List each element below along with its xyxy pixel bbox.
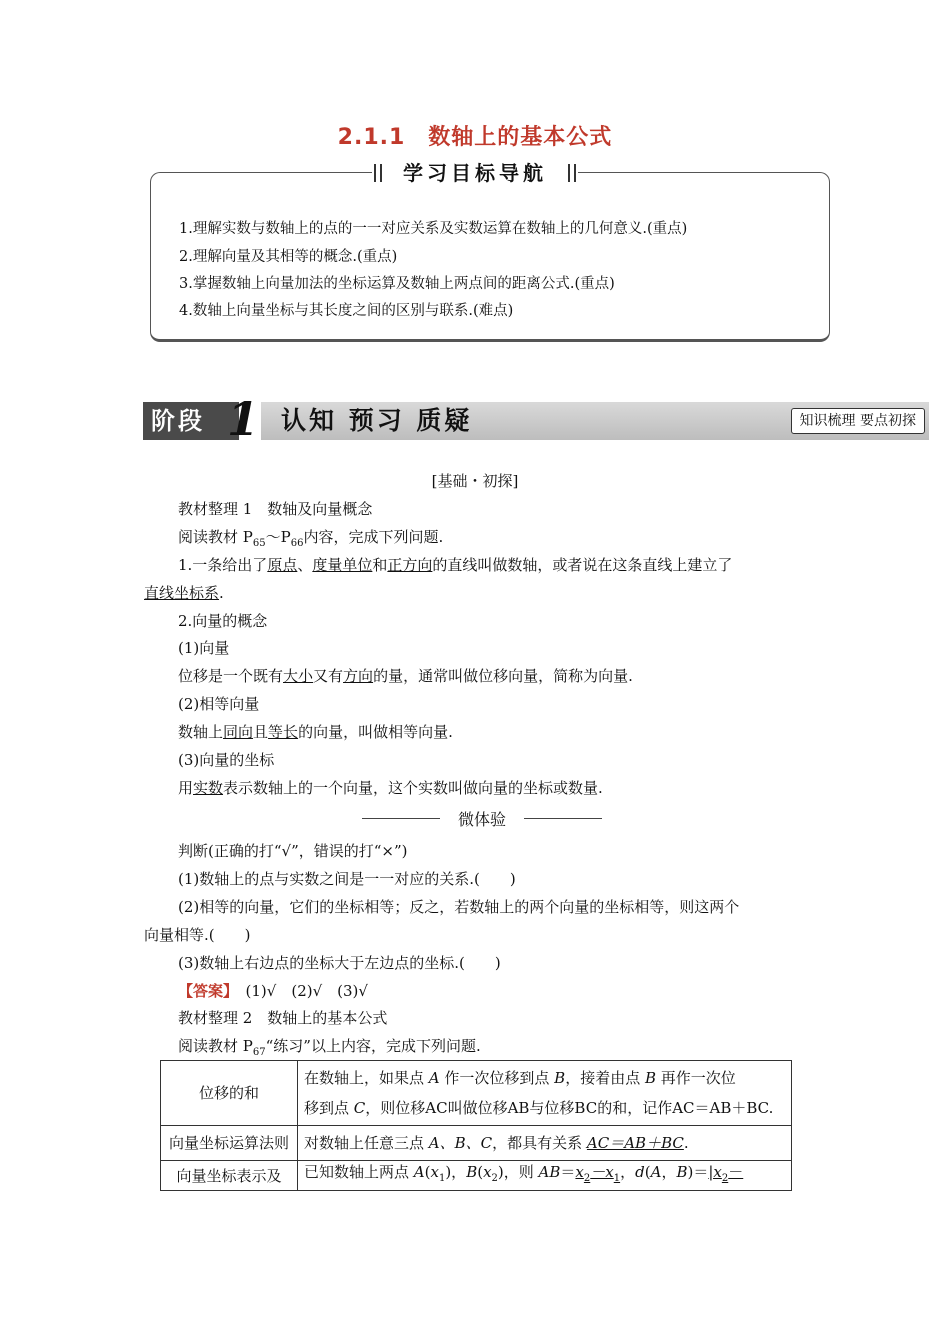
stage-title: 认知 预习 质疑 [281, 406, 473, 435]
exp-q2-cont: 向量相等.( ) [144, 926, 251, 944]
exp-q1: (1)数轴上的点与实数之间是一一对应的关系.( ) [178, 870, 516, 888]
m1-line1: 1.一条给出了原点、度量单位和正方向的直线叫做数轴，或者说在这条直线上建立了 [178, 556, 733, 574]
stage-banner [143, 392, 929, 446]
m1-line7: (3)向量的坐标 [178, 751, 275, 769]
m1-line6: 数轴上同向且等长的向量，叫做相等向量. [178, 723, 453, 741]
m1-line4: 位移是一个既有大小又有方向的量，通常叫做位移向量，简称为向量. [178, 667, 633, 685]
table-cell: 向量坐标表示及 [161, 1161, 298, 1191]
goal-item: 3.掌握数轴上向量加法的坐标运算及数轴上两点间的距离公式.(重点) [179, 276, 615, 292]
m1-heading: 教材整理 1 数轴及向量概念 [178, 500, 373, 518]
m1-line3: (1)向量 [178, 639, 230, 657]
goal-item: 1.理解实数与数轴上的点的一一对应关系及实数运算在数轴上的几何意义.(重点) [179, 221, 688, 237]
table-cell: 向量坐标运算法则 [161, 1126, 298, 1161]
stage-number: 1 [227, 392, 260, 446]
m1-read: 阅读教材 $P_{65}\sim P_{66}$内容，完成下列问题. [178, 528, 444, 549]
table-row [161, 1161, 792, 1191]
table-cell: 对数轴上任意三点 A、B、C，都具有关系 AC＝AB＋BC. [298, 1126, 792, 1161]
formula-table [160, 1060, 792, 1191]
table-cell: 位移的和 [161, 1061, 298, 1126]
table-cell: 在数轴上，如果点 A 作一次位移到点 B，接着由点 B 再作一次位 移到点 C，则位移AC叫做位移AB与位移BC的和，记作AC＝AB＋BC. [298, 1061, 792, 1126]
experience-heading: 微体验 [362, 807, 602, 830]
goal-item: 2.理解向量及其相等的概念.(重点) [179, 249, 398, 265]
exp-intro: 判断(正确的打“√”，错误的打“×”) [178, 842, 408, 860]
m1-line1-cont: 直线坐标系. [144, 584, 224, 602]
exp-answer: 【答案】 (1)√ (2)√ (3)√ [178, 982, 368, 1000]
m1-line8: 用实数表示数轴上的一个向量，这个实数叫做向量的坐标或数量. [178, 779, 603, 797]
section-label: [基础・初探] [431, 472, 519, 490]
exp-q2: (2)相等的向量，它们的坐标相等；反之，若数轴上的两个向量的坐标相等，则这两个 [178, 898, 740, 916]
m2-heading: 教材整理 2 数轴上的基本公式 [178, 1009, 388, 1027]
exp-q3: (3)数轴上右边点的坐标大于左边点的坐标.( ) [178, 954, 501, 972]
stage-bar [261, 402, 929, 440]
goals-box [150, 172, 830, 342]
goals-heading: 学习目标导航 [372, 158, 578, 188]
stage-tag: 知识梳理 要点初探 [791, 408, 925, 434]
table-row [161, 1126, 792, 1161]
stage-label: 阶段 [143, 402, 239, 440]
page-title: 2.1.1 数轴上的基本公式 [337, 125, 613, 150]
m1-line5: (2)相等向量 [178, 695, 260, 713]
table-cell: 已知数轴上两点 $A(x_1)$，$B(x_2)$，则 $AB=x_2-x_1$，d(A，$B)=|x_2-$ [298, 1161, 792, 1191]
m1-line2: 2.向量的概念 [178, 612, 268, 630]
goal-item: 4.数轴上向量坐标与其长度之间的区别与联系.(难点) [179, 303, 514, 319]
m2-read: 阅读教材 $P_{67}“$练习”以上内容，完成下列问题. [178, 1037, 481, 1058]
table-row [161, 1061, 792, 1126]
